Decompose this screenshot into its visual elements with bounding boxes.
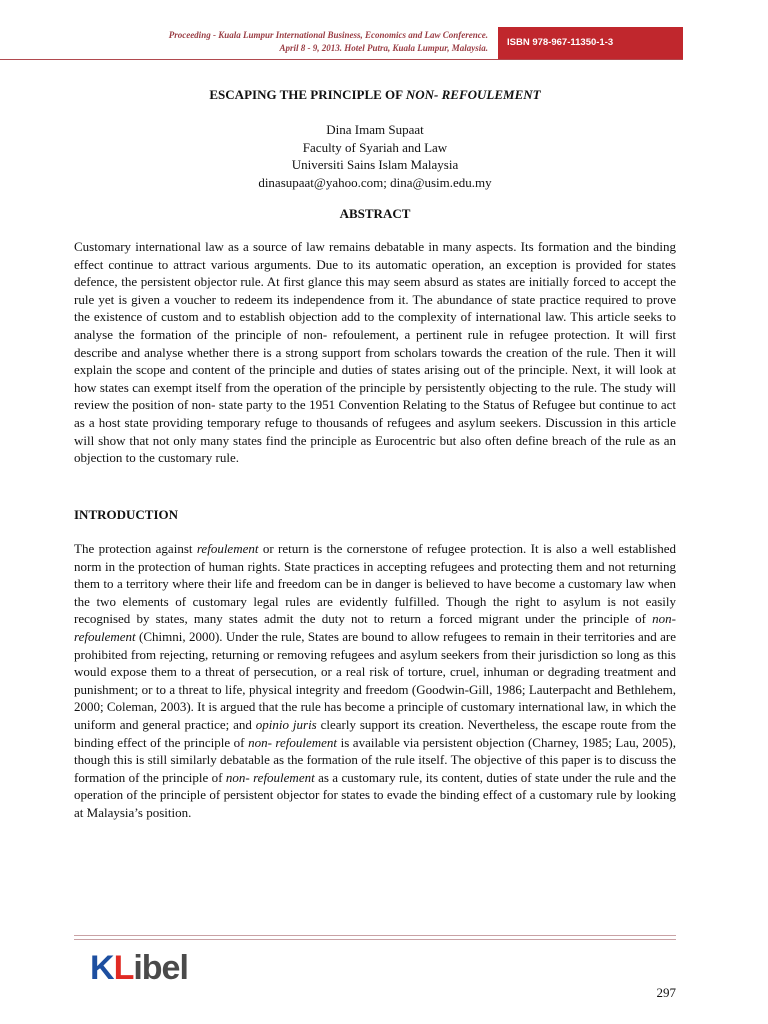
intro-italic-term: non- refoulement [248, 734, 338, 750]
intro-segment: as a customary rule, its content, duties of state under the rule and the operation of the principle of persistent objector for states to evade the binding effect of a customary rule by looking at Malaysia’s position. [74, 769, 677, 820]
intro-segment: The protection against [74, 541, 197, 556]
intro-segment: (Chimni, 2000). Under the rule, States are bound to allow refugees to remain in their territories and are prohibited from rejecting, returning or removing refugees and asylum seekers from their jurisdiction so long as this would expose them to a threat of persecution, or a real risk of torture, cruel, inhuman or degrading treatment and punishment; or to a threat to life, physical integrity and freedom (Goodwin-Gill, 1986; Lauterpacht and Bethlehem, 2000; Coleman, 2003). It is argued that the rule has become a principle of customary international law, in which the uniform and general practice; and [74, 628, 676, 732]
footer-divider [74, 935, 676, 940]
page-header [0, 27, 683, 60]
intro-italic-term: refoulement [196, 541, 259, 556]
klibel-logo [90, 942, 220, 992]
author-university: Universiti Sains Islam Malaysia [291, 157, 459, 172]
conference-info [80, 29, 488, 55]
logo-letters-rest: ibel [133, 949, 188, 987]
paper-title [74, 87, 676, 103]
conference-name: Proceeding - Kuala Lumpur International Business, Economics and Law Conference. [168, 30, 488, 40]
conference-date-venue: April 8 - 9, 2013. Hotel Putra, Kuala Lumpur, Malaysia. [279, 43, 488, 53]
paper-title-main: ESCAPING THE PRINCIPLE OF [209, 87, 406, 102]
intro-italic-term: non- refoulement [225, 769, 315, 785]
logo-letter-k: K [90, 949, 114, 987]
intro-italic-term: non- refoulement [74, 611, 676, 644]
author-block [74, 121, 676, 191]
abstract-text: Customary international law as a source of law remains debatable in many aspects. Its formation and the binding effect continue to attract various arguments. Due to its automatic operation, an exception is provided for states defence, the persistent objector rule. At first glance this may seem absurd as states are initially forced to accept the rule yet is given a voucher to redeem its independence from it. The abundance of state practice required to prove the existence of custom and to establish objection add to the complexity of international law. This article seeks to analyse the formation of the principle of non- refoulement, a pertinent rule in refugee protection. It will first describe and analyse whether there is a strong support from scholars towards the creation of the rule. Then it will explain the scope and content of the principle and duties of states arising out of the principle. Next, it will look at how states can exempt itself from the operation of the principle by persistently objecting to the rule. The study will review the position of non- state party to the 1951 Convention Relating to the Status of Refugee but continue to act as a host state providing temporary refuge to thousands of refugees and asylum seekers. Discussion in this article will show that not only many states find the principle as Eurocentric but also often define breach of the rule as an objection to the customary rule. [74, 239, 676, 466]
logo-letter-l: L [113, 949, 134, 987]
author-emails: dinasupaat@yahoo.com; dina@usim.edu.my [258, 174, 492, 190]
intro-segment: clearly support its creation. Nevertheless, the escape route from the binding effect of the principle of [74, 716, 677, 750]
author-name: Dina Imam Supaat [326, 122, 424, 137]
intro-segment: or return is the cornerstone of refugee protection. It is also a well established norm in the protection of human rights. State practices in accepting refugees and protecting them and not returning them to a territory where their life and freedom can be in danger is believed to have become a customary law when the two elements of customary legal rules are evidently fulfilled. Though the right to asylum is not easily recognised by states, many states admit the duty not to return a forced migrant under the principle of [74, 541, 676, 627]
introduction-text [74, 540, 676, 822]
intro-segment: is available via persistent objection (Charney, 1985; Lau, 2005), though this is still similarly debatable as the formation of the rule itself. The objective of this paper is to discuss the formation of the principle of [74, 734, 676, 785]
author-faculty: Faculty of Syariah and Law [302, 139, 448, 155]
page-number: 297 [656, 985, 676, 1000]
paper-title-italic: NON- REFOULEMENT [405, 87, 541, 102]
logo-wordmark [90, 948, 188, 988]
abstract-heading: ABSTRACT [339, 206, 411, 221]
isbn-badge: ISBN 978-967-11350-1-3 [498, 27, 683, 59]
intro-italic-term: opinio juris [255, 716, 317, 732]
introduction-heading: INTRODUCTION [74, 507, 179, 522]
